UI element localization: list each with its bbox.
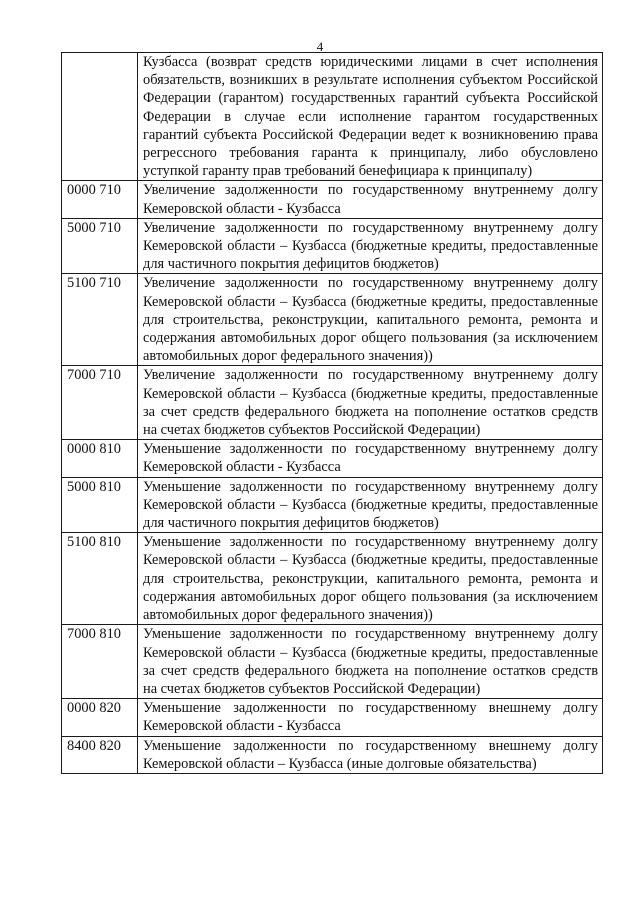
- table-row: [62, 274, 603, 366]
- row-description: Уменьшение задолженности по государственному внутреннему долгу Кемеровской области – Кузбасса (бюджетные кредиты, предоставленные для частичного покрытия дефицитов бюджетов): [138, 477, 603, 533]
- row-description: Увеличение задолженности по государственному внутреннему долгу Кемеровской области – Кузбасса (бюджетные кредиты, предоставленные для строительства, реконструкции, капитального ремонта, ремонта и содержания автомобильных дорог общего пользования (за исключением автомобильных дорог федерального значения)): [138, 274, 603, 366]
- row-code: 7000 810: [62, 625, 138, 699]
- row-description: Уменьшение задолженности по государственному внешнему долгу Кемеровской области – Кузбасса (иные долговые обязательства): [138, 736, 603, 773]
- table-row: [62, 477, 603, 533]
- table-row: [62, 53, 603, 181]
- table-row: [62, 181, 603, 218]
- row-code: 0000 820: [62, 699, 138, 736]
- table-row: [62, 366, 603, 440]
- row-description: Увеличение задолженности по государственному внутреннему долгу Кемеровской области – Кузбасса (бюджетные кредиты, предоставленные для частичного покрытия дефицитов бюджетов): [138, 218, 603, 274]
- row-code: 7000 710: [62, 366, 138, 440]
- row-description: Кузбасса (возврат средств юридическими лицами в счет исполнения обязательств, возникших в результате исполнения субъектом Российской Федерации (гарантом) государственных гарантий субъекта Российской Федерации в случае если исполнение гарантом государственных гарантий субъекта Российской Федерации ведет к возникновению права регрессного требования гаранта к принципалу, либо обусловлено уступкой гаранту прав требований бенефициара к принципалу): [138, 53, 603, 181]
- table-row: [62, 218, 603, 274]
- row-code: 0000 810: [62, 440, 138, 477]
- table-row: [62, 533, 603, 625]
- row-code: 5000 710: [62, 218, 138, 274]
- row-code: 5000 810: [62, 477, 138, 533]
- row-code: 0000 710: [62, 181, 138, 218]
- budget-codes-table: [61, 52, 603, 774]
- page-number: 4: [316, 39, 324, 54]
- table-row: [62, 736, 603, 773]
- row-code: 5100 810: [62, 533, 138, 625]
- row-description: Уменьшение задолженности по государственному внутреннему долгу Кемеровской области – Кузбасса (бюджетные кредиты, предоставленные за счет средств федерального бюджета на пополнение остатков средств на счетах бюджетов субъектов Российской Федерации): [138, 625, 603, 699]
- table-row: [62, 699, 603, 736]
- row-description: Уменьшение задолженности по государственному внутреннему долгу Кемеровской области – Кузбасса (бюджетные кредиты, предоставленные для строительства, реконструкции, капитального ремонта, ремонта и содержания автомобильных дорог общего пользования (за исключением автомобильных дорог федерального значения)): [138, 533, 603, 625]
- row-description: Увеличение задолженности по государственному внутреннему долгу Кемеровской области – Кузбасса (бюджетные кредиты, предоставленные за счет средств федерального бюджета на пополнение остатков средств на счетах бюджетов субъектов Российской Федерации): [138, 366, 603, 440]
- table-row: [62, 625, 603, 699]
- row-code: 5100 710: [62, 274, 138, 366]
- row-code: [62, 53, 138, 181]
- table-row: [62, 440, 603, 477]
- row-description: Увеличение задолженности по государственному внутреннему долгу Кемеровской области - Кузбасса: [138, 181, 603, 218]
- row-description: Уменьшение задолженности по государственному внутреннему долгу Кемеровской области - Кузбасса: [138, 440, 603, 477]
- row-description: Уменьшение задолженности по государственному внешнему долгу Кемеровской области - Кузбасса: [138, 699, 603, 736]
- row-code: 8400 820: [62, 736, 138, 773]
